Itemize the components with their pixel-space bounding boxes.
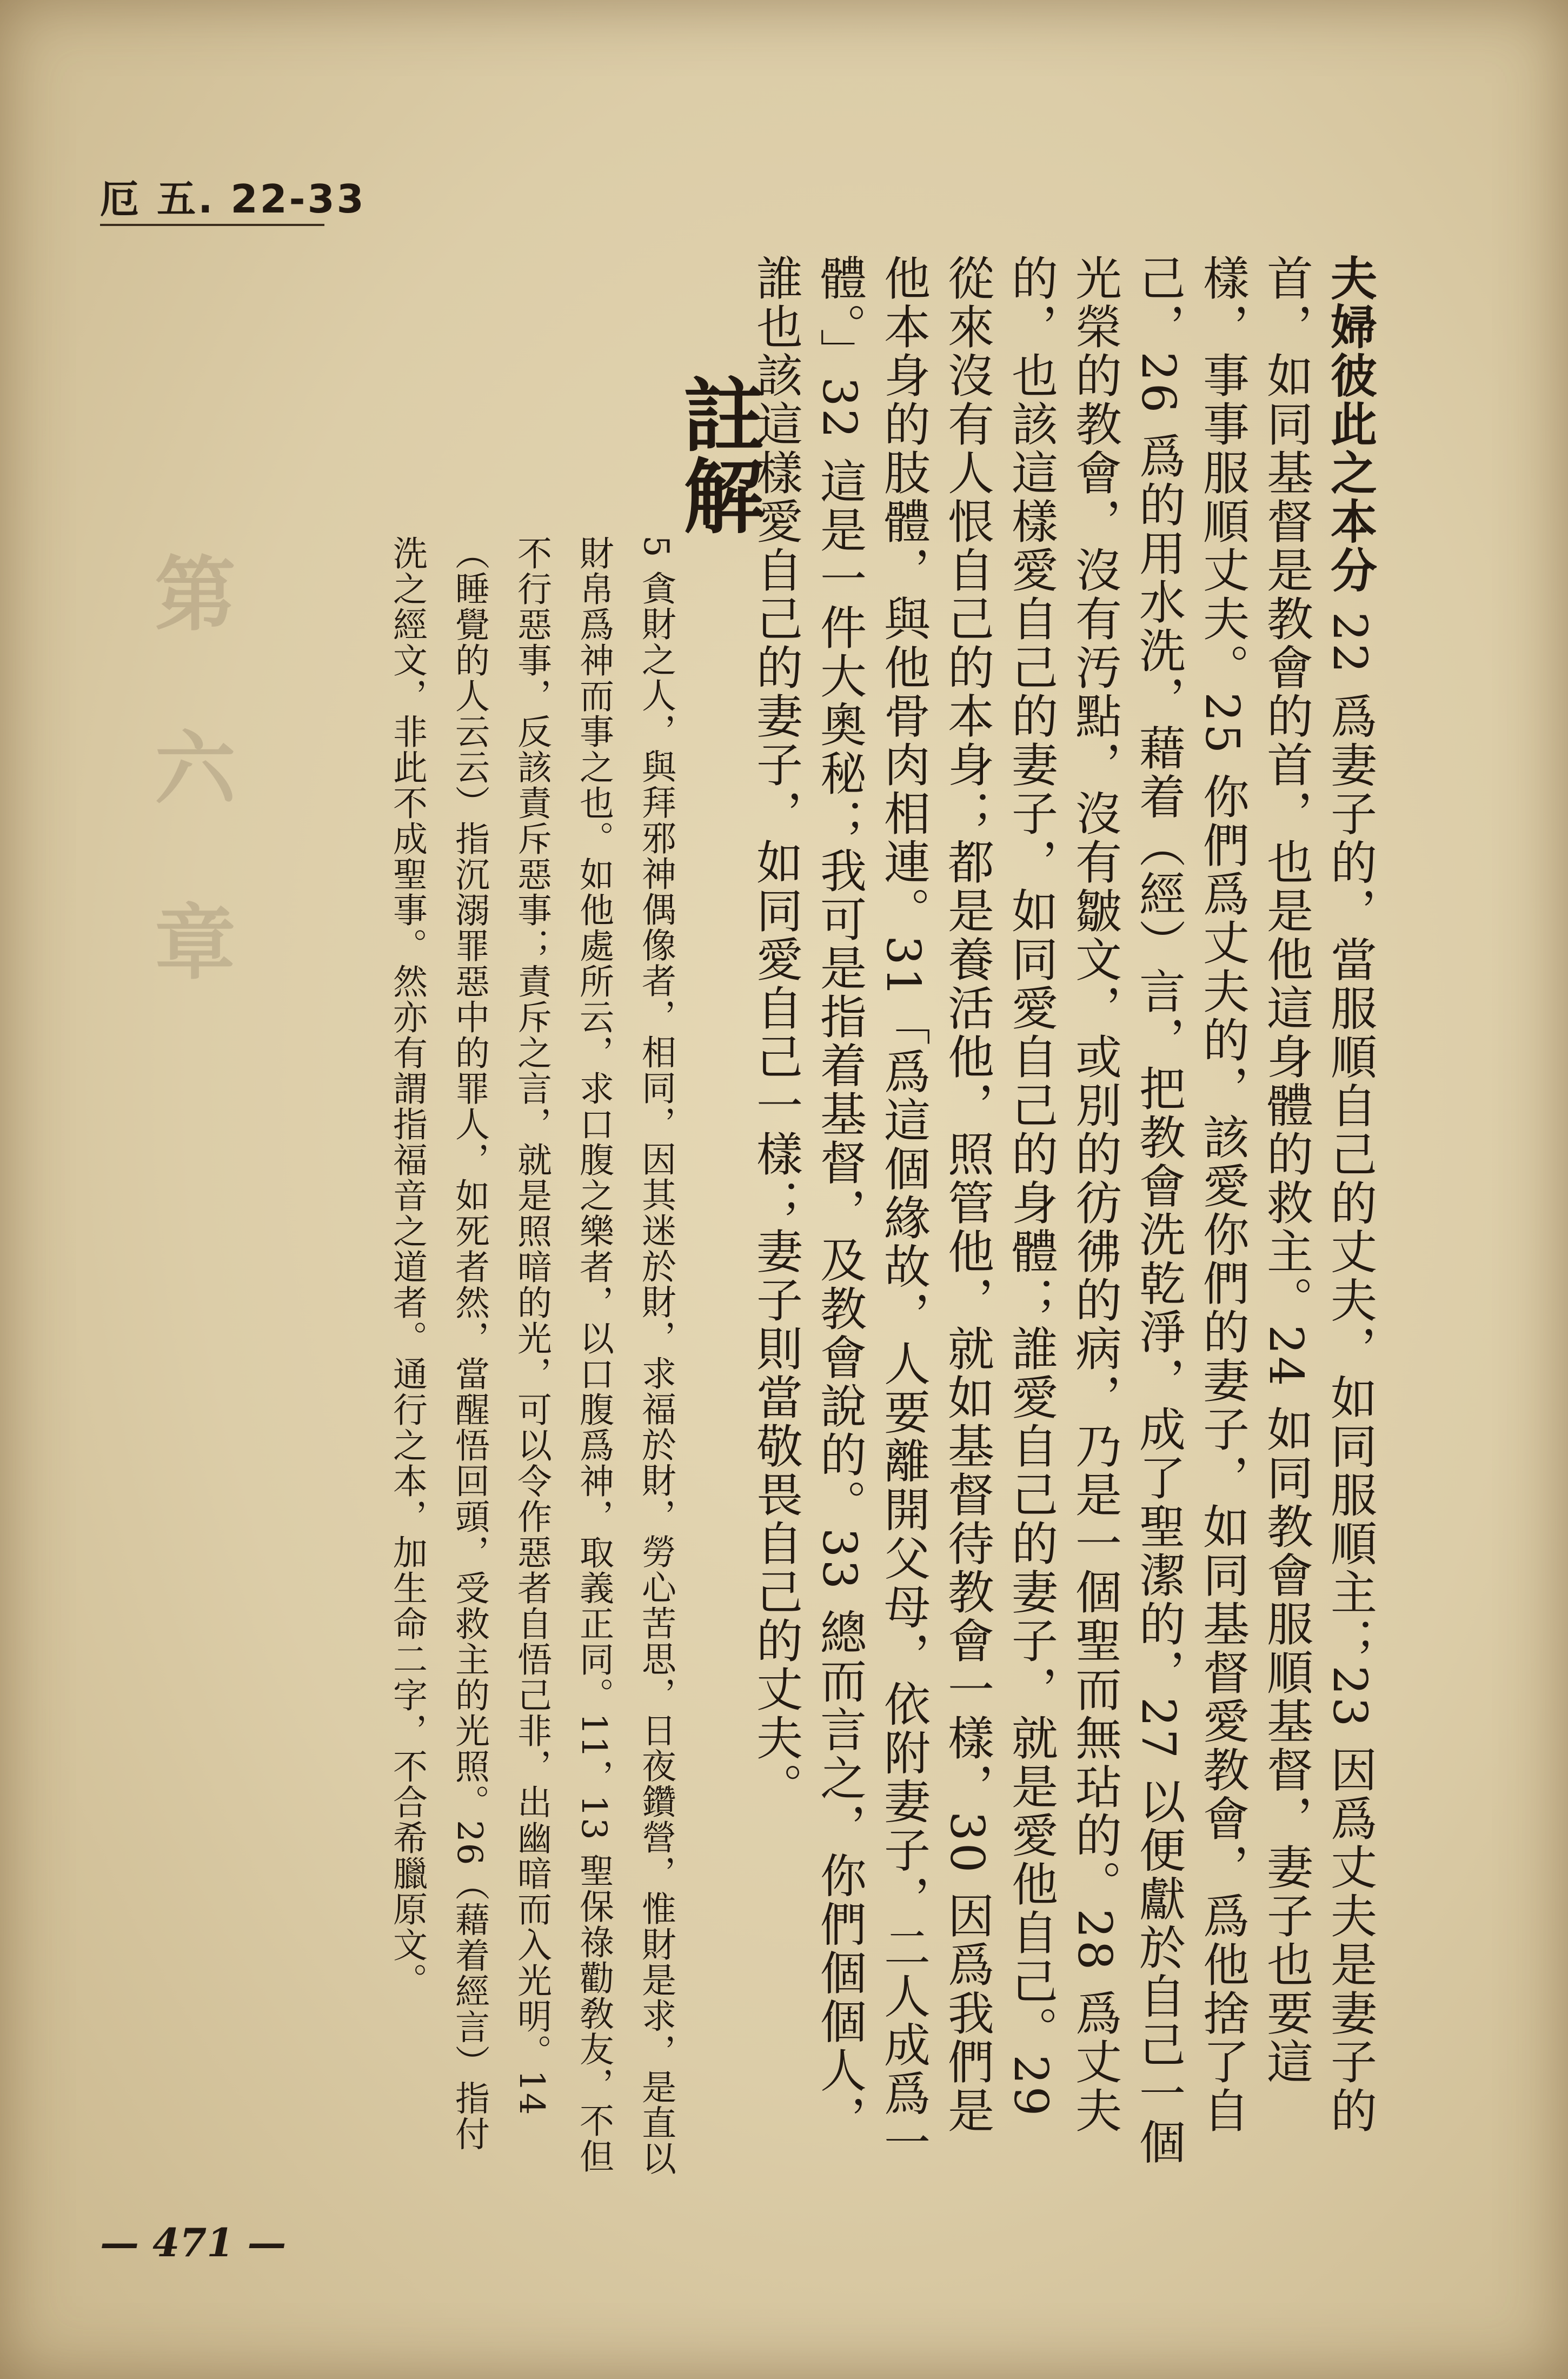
notes-heading: 註解: [669, 373, 763, 535]
section-heading: 夫婦彼此之本分: [1323, 254, 1377, 595]
notes-body: 5 貪財之人，與拜邪神偶像者，相同，因其迷於財，求福於財，勞心苦思，日夜鑽營，惟財是求，是直以財帛爲神而事之也。如他處所云，求口腹之樂者，以口腹爲神，取義正同。11，13 聖保祿勸敎友，不但不行惡事，反該責斥惡事；責斥之言，就是照暗的光，可以令作惡者自悟己非，出幽暗而入光明。14（睡覺的人云云）指沉溺罪惡中的罪人，如死者然，當醒悟回頭，受救主的光照。26（藉着經言）指付洗之經文，非此不成聖事。然亦有謂指福音之道者。通行之本，加生命二字，不合希臘原文。: [387, 535, 676, 2177]
running-head-rule: [100, 224, 324, 226]
page-number: — 471 —: [100, 2219, 287, 2265]
scripture-body: 22 爲妻子的，當服順自己的丈夫，如同服順主；23 因爲丈夫是妻子的首，如同基督是教會的首，也是他這身體的救主。24 如同教會服順基督，妻子也要這樣，事事服順丈夫。25 你們爲丈夫的，該愛你們的妻子，如同基督愛教會，爲他捨了自己，26 爲的用水洗，藉着（經）言，把教會洗乾淨，成了聖潔的，27 以便獻於自己一個光榮的教會，沒有汚點，沒有皺文，或別的彷彿的病，乃是一個聖而無玷的。28 爲丈夫的，也該這樣愛自己的妻子，如同愛自己的身體；誰愛自己的妻子，就是愛他自己。29 從來沒有人恨自己的本身；都是養活他，照管他，就如基督待教會一樣，30 因爲我們是他本身的肢體，與他骨肉相連。31「爲這個緣故，人要離開父母，依附妻子，二人成爲一體。」32 這是一件大奧秘；我可是指着基督，及教會說的。33 總而言之，你們個個人，誰也該這樣愛自己的妻子，如同愛自己一樣；妻子則當敬畏自己的丈夫。: [748, 254, 1377, 2167]
show-through-chapter-title: 第 六 章: [141, 551, 236, 1014]
main-scripture-text: [748, 254, 1381, 2179]
running-head: 厄 五. 22-33: [100, 176, 366, 222]
